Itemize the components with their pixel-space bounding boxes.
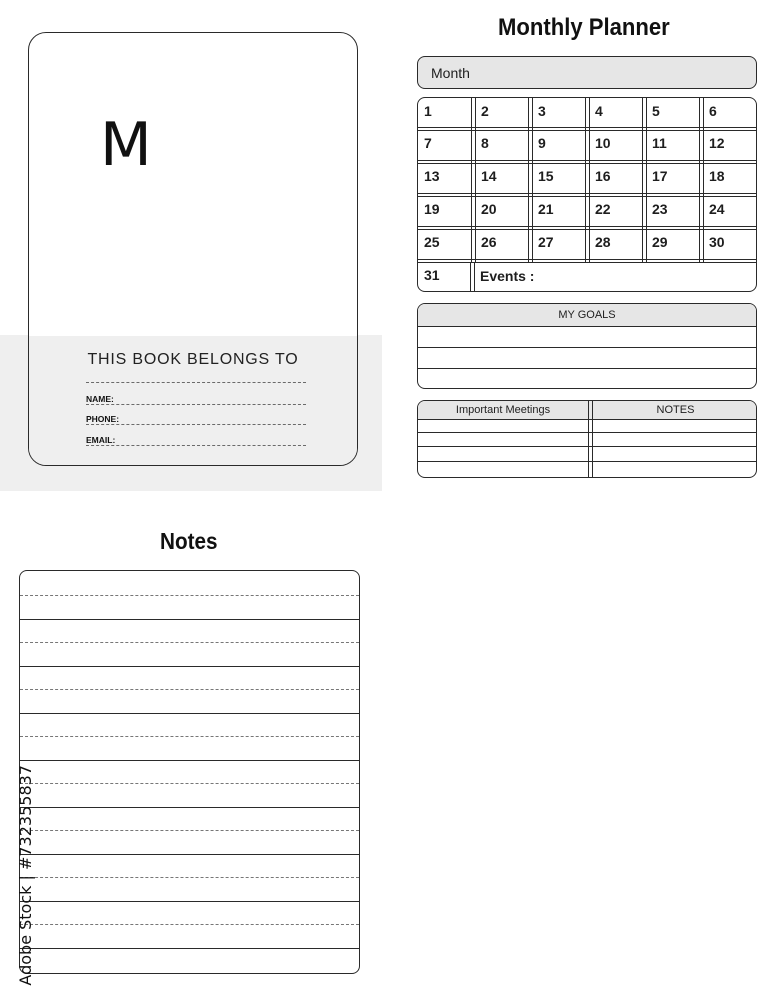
calendar-row-line [418, 163, 756, 164]
meetings-label: Important Meetings [455, 404, 551, 416]
owner-name-field[interactable]: NAME: [86, 386, 306, 405]
calendar-row-line [418, 262, 756, 263]
calendar-grid [417, 97, 757, 292]
notes-label: NOTES [656, 404, 695, 416]
calendar-day[interactable]: 24 [709, 201, 725, 217]
notes-title: Notes [160, 528, 218, 554]
calendar-day[interactable]: 28 [595, 234, 611, 250]
calendar-day[interactable]: 21 [538, 201, 554, 217]
belongs-to-title: THIS BOOK BELONGS TO [87, 351, 299, 368]
calendar-day[interactable]: 6 [709, 103, 717, 119]
calendar-day[interactable]: 14 [481, 168, 497, 184]
calendar-col-line [585, 98, 586, 262]
events-label: Events : [480, 268, 535, 284]
calendar-row-line [418, 160, 756, 161]
notes-line [20, 736, 359, 738]
calendar-col-line [528, 98, 529, 262]
notes-line [20, 666, 359, 667]
calendar-day[interactable]: 31 [424, 267, 440, 283]
goals-line [418, 347, 756, 348]
calendar-row-line [418, 226, 756, 227]
month-field[interactable] [417, 56, 757, 89]
meetings-line [418, 432, 756, 433]
calendar-day[interactable]: 1 [424, 103, 432, 119]
calendar-day[interactable]: 20 [481, 201, 497, 217]
calendar-day[interactable]: 29 [652, 234, 668, 250]
meetings-divider [592, 401, 593, 477]
owner-phone-field[interactable]: PHONE: [86, 406, 306, 425]
notes-box[interactable] [19, 570, 360, 974]
goals-header: MY GOALS [418, 304, 756, 327]
notes-line [20, 642, 359, 644]
planner-title: Monthly Planner [498, 14, 670, 41]
month-label: Month [431, 65, 470, 81]
notes-line [20, 854, 359, 855]
calendar-day[interactable]: 17 [652, 168, 668, 184]
calendar-col-line [703, 98, 704, 262]
calendar-day[interactable]: 11 [652, 135, 667, 151]
calendar-day[interactable]: 3 [538, 103, 546, 119]
calendar-day[interactable]: 18 [709, 168, 725, 184]
stock-id-text: Adobe Stock | #732355837 [16, 765, 35, 986]
goals-line [418, 368, 756, 369]
calendar-row-line [418, 193, 756, 194]
calendar-row-line [418, 127, 756, 128]
calendar-day[interactable]: 5 [652, 103, 660, 119]
calendar-day[interactable]: 4 [595, 103, 603, 119]
calendar-day[interactable]: 16 [595, 168, 611, 184]
notes-line [20, 595, 359, 597]
calendar-row-line [418, 229, 756, 230]
calendar-col-line [475, 98, 476, 262]
calendar-day[interactable]: 23 [652, 201, 668, 217]
calendar-row-line [418, 130, 756, 131]
notes-line [20, 877, 359, 879]
calendar-day[interactable]: 7 [424, 135, 432, 151]
calendar-col-line [471, 98, 472, 262]
notes-line [20, 713, 359, 714]
calendar-row-line [418, 196, 756, 197]
meetings-line [418, 446, 756, 447]
calendar-day[interactable]: 26 [481, 234, 497, 250]
cover-initial: M [100, 110, 152, 180]
owner-top-line [86, 364, 306, 383]
calendar-day[interactable]: 8 [481, 135, 489, 151]
calendar-day[interactable]: 22 [595, 201, 611, 217]
meetings-notes-box [417, 400, 757, 478]
goals-box [417, 303, 757, 389]
calendar-row-line [418, 259, 756, 260]
calendar-day[interactable]: 13 [424, 168, 440, 184]
notes-line [20, 689, 359, 691]
calendar-day[interactable]: 30 [709, 234, 725, 250]
notes-line [20, 783, 359, 785]
notes-line [20, 760, 359, 761]
owner-email-field[interactable]: EMAIL: [86, 427, 306, 446]
calendar-day[interactable]: 27 [538, 234, 554, 250]
notes-line [20, 901, 359, 902]
notes-line [20, 619, 359, 620]
calendar-col-line [470, 262, 471, 291]
meetings-divider [588, 401, 589, 477]
calendar-col-line [589, 98, 590, 262]
calendar-col-line [642, 98, 643, 262]
calendar-day[interactable]: 25 [424, 234, 440, 250]
calendar-day[interactable]: 15 [538, 168, 554, 184]
calendar-day[interactable]: 9 [538, 135, 546, 151]
calendar-day[interactable]: 2 [481, 103, 489, 119]
notes-line [20, 807, 359, 808]
calendar-col-line [646, 98, 647, 262]
notes-line [20, 948, 359, 949]
calendar-day[interactable]: 12 [709, 135, 725, 151]
notes-line [20, 830, 359, 832]
calendar-col-line [532, 98, 533, 262]
calendar-day[interactable]: 10 [595, 135, 611, 151]
notes-line [20, 924, 359, 926]
calendar-day[interactable]: 19 [424, 201, 440, 217]
meetings-line [418, 461, 756, 462]
calendar-col-line [699, 98, 700, 262]
calendar-col-line [474, 262, 475, 291]
